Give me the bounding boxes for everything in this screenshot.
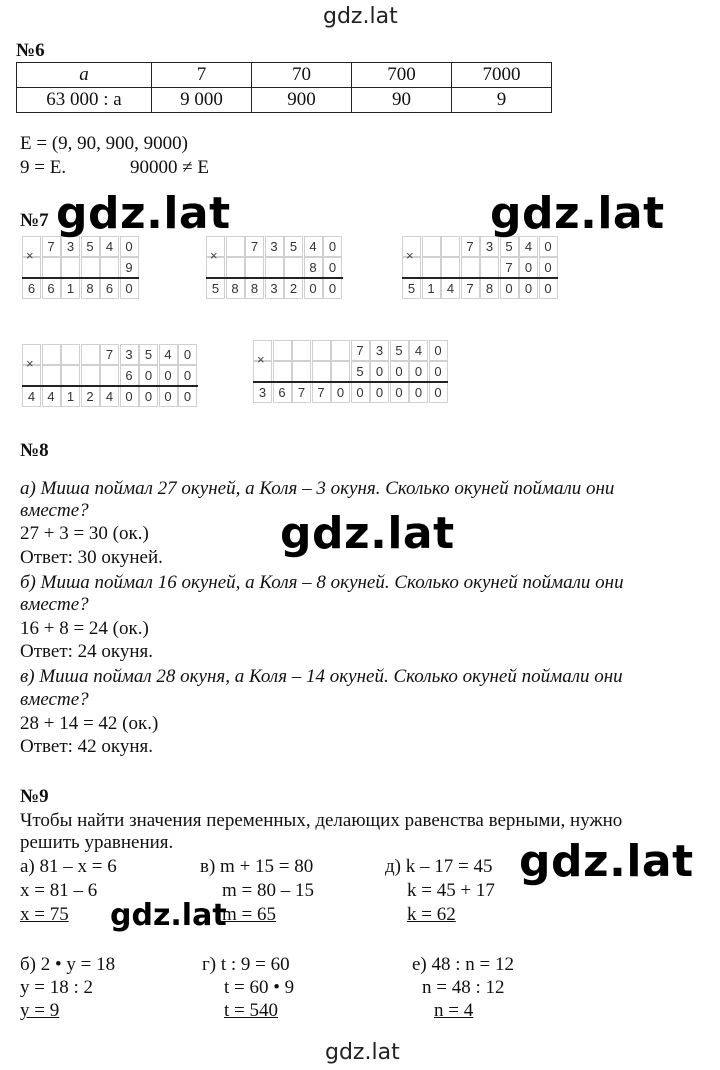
grid-cell <box>100 365 119 386</box>
multiplier-digit: 0 <box>539 257 558 278</box>
multiplicand-digit: 4 <box>304 236 323 257</box>
watermark-bottom: gdz.lat <box>325 1040 400 1065</box>
table-cell: 7 <box>152 63 252 88</box>
multiplier-digit: 0 <box>323 257 342 278</box>
table-cell: 63 000 : a <box>17 88 152 113</box>
product-digit: 0 <box>323 278 342 299</box>
product-digit: 1 <box>61 386 80 407</box>
eq-d-2: k = 45 + 17 <box>407 880 495 901</box>
grid-cell <box>273 361 292 382</box>
multiplicand-digit: 0 <box>120 236 139 257</box>
watermark-overlay: gdz.lat <box>280 508 455 559</box>
sum-line <box>22 277 139 279</box>
grid-cell <box>42 344 61 365</box>
multiplier-digit: 8 <box>304 257 323 278</box>
product-digit: 0 <box>409 382 428 403</box>
product-digit: 5 <box>402 278 421 299</box>
table-row <box>17 63 552 88</box>
multiplier-digit: 0 <box>390 361 409 382</box>
eq-b-3: y = 9 <box>20 1000 60 1021</box>
product-digit: 2 <box>284 278 303 299</box>
eq-b-1: б) 2 • y = 18 <box>20 954 116 975</box>
multiplicand-digit: 0 <box>178 344 197 365</box>
product-digit: 0 <box>370 382 389 403</box>
grid-cell <box>265 257 284 278</box>
task8-a-solution: 27 + 3 = 30 (ок.) <box>20 523 149 544</box>
grid-cell <box>100 257 119 278</box>
grid-cell <box>331 361 350 382</box>
grid-cell <box>226 257 245 278</box>
table-cell: 9 000 <box>152 88 252 113</box>
multiplicand-digit: 5 <box>139 344 158 365</box>
grid-cell <box>480 257 499 278</box>
multiplicand-digit: 3 <box>120 344 139 365</box>
multiplicand-digit: 3 <box>480 236 499 257</box>
table-cell: 9 <box>452 88 552 113</box>
grid-cell <box>245 257 264 278</box>
task6-line1: E = (9, 90, 900, 9000) <box>20 133 188 154</box>
sum-line <box>402 277 558 279</box>
eq-v-2: m = 80 – 15 <box>222 880 314 901</box>
task9-intro-end: решить уравнения. <box>20 832 174 853</box>
product-digit: 0 <box>351 382 370 403</box>
multiplier-digit: 0 <box>178 365 197 386</box>
grid-cell <box>42 365 61 386</box>
product-digit: 7 <box>312 382 331 403</box>
eq-b-2: y = 18 : 2 <box>20 977 93 998</box>
table-cell: 90 <box>352 88 452 113</box>
table-cell: a <box>17 63 152 88</box>
grid-cell <box>42 257 61 278</box>
task8-a-answer: Ответ: 30 окуней. <box>20 547 163 568</box>
multiplier-digit: 9 <box>120 257 139 278</box>
product-digit: 6 <box>100 278 119 299</box>
watermark-overlay: gdz.lat <box>490 188 665 239</box>
product-digit: 8 <box>226 278 245 299</box>
grid-cell <box>226 236 245 257</box>
multiplicand-digit: 7 <box>461 236 480 257</box>
multiplicand-digit: 7 <box>245 236 264 257</box>
multiplicand-digit: 7 <box>351 340 370 361</box>
product-digit: 0 <box>120 278 139 299</box>
product-digit: 4 <box>441 278 460 299</box>
eq-v-3: m = 65 <box>222 904 276 925</box>
multiply-sign: × <box>26 355 34 371</box>
product-digit: 3 <box>265 278 284 299</box>
product-digit: 0 <box>429 382 448 403</box>
product-digit: 4 <box>100 386 119 407</box>
multiplicand-digit: 7 <box>42 236 61 257</box>
multiplicand-digit: 5 <box>500 236 519 257</box>
table-cell: 70 <box>252 63 352 88</box>
eq-a-3: x = 75 <box>20 904 69 925</box>
multiplicand-digit: 5 <box>284 236 303 257</box>
multiplier-digit: 0 <box>159 365 178 386</box>
multiplicand-digit: 3 <box>370 340 389 361</box>
sum-line <box>22 385 198 387</box>
eq-a-2: x = 81 – 6 <box>20 880 98 901</box>
task8-c-question: в) Миша поймал 28 окуня, а Коля – 14 окуней. Сколько окуней поймали они <box>20 666 623 687</box>
task8-a-question-end: вместе? <box>20 500 89 521</box>
task6-heading: №6 <box>16 40 45 61</box>
multiply-sign: × <box>406 247 414 263</box>
multiplier-digit: 5 <box>351 361 370 382</box>
watermark-top: gdz.lat <box>323 4 398 29</box>
grid-cell <box>312 361 331 382</box>
eq-g-3: t = 540 <box>224 1000 278 1021</box>
eq-g-2: t = 60 • 9 <box>224 977 295 998</box>
eq-e-2: n = 48 : 12 <box>422 977 505 998</box>
eq-a-1: а) 81 – x = 6 <box>20 856 117 877</box>
multiplier-digit: 0 <box>519 257 538 278</box>
multiply-sign: × <box>26 247 34 263</box>
product-digit: 0 <box>159 386 178 407</box>
task8-c-answer: Ответ: 42 окуня. <box>20 736 154 757</box>
task8-c-question-end: вместе? <box>20 689 89 710</box>
eq-v-1: в) m + 15 = 80 <box>200 856 314 877</box>
product-digit: 1 <box>422 278 441 299</box>
grid-cell <box>284 257 303 278</box>
task9-heading: №9 <box>20 786 49 807</box>
table-cell: 700 <box>352 63 452 88</box>
task8-a-question: а) Миша поймал 27 окуней, а Коля – 3 окуня. Сколько окуней поймали они <box>20 478 615 499</box>
multiplicand-digit: 3 <box>265 236 284 257</box>
grid-cell <box>292 361 311 382</box>
task8-b-solution: 16 + 8 = 24 (ок.) <box>20 618 149 639</box>
product-digit: 0 <box>139 386 158 407</box>
grid-cell <box>331 340 350 361</box>
grid-cell <box>422 257 441 278</box>
eq-e-3: n = 4 <box>434 1000 474 1021</box>
table-row <box>17 88 552 113</box>
product-digit: 0 <box>539 278 558 299</box>
multiplicand-digit: 0 <box>429 340 448 361</box>
grid-cell <box>273 340 292 361</box>
table-cell: 7000 <box>452 63 552 88</box>
eq-d-3: k = 62 <box>407 904 456 925</box>
grid-cell <box>461 257 480 278</box>
eq-d-1: д) k – 17 = 45 <box>385 856 493 877</box>
multiplier-digit: 0 <box>429 361 448 382</box>
product-digit: 0 <box>120 386 139 407</box>
task6-line2a: 9 = E. <box>20 157 67 178</box>
grid-cell <box>61 365 80 386</box>
task8-c-solution: 28 + 14 = 42 (ок.) <box>20 713 159 734</box>
grid-cell <box>312 340 331 361</box>
sum-line <box>206 277 343 279</box>
multiplicand-digit: 5 <box>390 340 409 361</box>
multiplier-digit: 0 <box>139 365 158 386</box>
multiplicand-digit: 3 <box>61 236 80 257</box>
product-digit: 4 <box>42 386 61 407</box>
product-digit: 0 <box>519 278 538 299</box>
eq-g-1: г) t : 9 = 60 <box>202 954 290 975</box>
grid-cell <box>61 257 80 278</box>
multiplicand-digit: 7 <box>100 344 119 365</box>
product-digit: 2 <box>81 386 100 407</box>
watermark-overlay: gdz.lat <box>56 188 231 239</box>
grid-cell <box>422 236 441 257</box>
product-digit: 0 <box>304 278 323 299</box>
multiplicand-digit: 5 <box>81 236 100 257</box>
multiplicand-digit: 0 <box>539 236 558 257</box>
product-digit: 4 <box>22 386 41 407</box>
multiplier-digit: 6 <box>120 365 139 386</box>
task6-table <box>16 62 552 113</box>
grid-cell <box>441 257 460 278</box>
multiplicand-digit: 0 <box>323 236 342 257</box>
product-digit: 6 <box>22 278 41 299</box>
task8-b-question-end: вместе? <box>20 594 89 615</box>
multiplier-digit: 0 <box>370 361 389 382</box>
product-digit: 0 <box>178 386 197 407</box>
product-digit: 8 <box>81 278 100 299</box>
task9-intro: Чтобы найти значения переменных, делающих равенства верными, нужно <box>20 810 623 831</box>
product-digit: 7 <box>461 278 480 299</box>
grid-cell <box>441 236 460 257</box>
watermark-overlay: gdz.lat <box>519 836 694 887</box>
product-digit: 5 <box>206 278 225 299</box>
product-digit: 8 <box>480 278 499 299</box>
grid-cell <box>81 365 100 386</box>
product-digit: 3 <box>253 382 272 403</box>
multiplier-digit: 0 <box>409 361 428 382</box>
task7-heading: №7 <box>20 210 49 231</box>
task6-line2b: 90000 ≠ E <box>130 157 210 178</box>
table-cell: 900 <box>252 88 352 113</box>
product-digit: 0 <box>331 382 350 403</box>
watermark-overlay: gdz.lat <box>110 898 227 933</box>
grid-cell <box>292 340 311 361</box>
product-digit: 6 <box>273 382 292 403</box>
task8-b-question: б) Миша поймал 16 окуней, а Коля – 8 окуней. Сколько окуней поймали они <box>20 572 624 593</box>
product-digit: 7 <box>292 382 311 403</box>
multiplicand-digit: 4 <box>100 236 119 257</box>
product-digit: 6 <box>42 278 61 299</box>
multiplicand-digit: 4 <box>519 236 538 257</box>
task8-heading: №8 <box>20 440 49 461</box>
task8-b-answer: Ответ: 24 окуня. <box>20 641 154 662</box>
product-digit: 8 <box>245 278 264 299</box>
multiplier-digit: 7 <box>500 257 519 278</box>
product-digit: 0 <box>390 382 409 403</box>
eq-e-1: е) 48 : n = 12 <box>412 954 515 975</box>
multiply-sign: × <box>210 247 218 263</box>
multiplicand-digit: 4 <box>159 344 178 365</box>
multiplicand-digit: 4 <box>409 340 428 361</box>
product-digit: 0 <box>500 278 519 299</box>
grid-cell <box>81 257 100 278</box>
sum-line <box>253 381 448 383</box>
product-digit: 1 <box>61 278 80 299</box>
multiply-sign: × <box>257 351 265 367</box>
grid-cell <box>81 344 100 365</box>
grid-cell <box>61 344 80 365</box>
